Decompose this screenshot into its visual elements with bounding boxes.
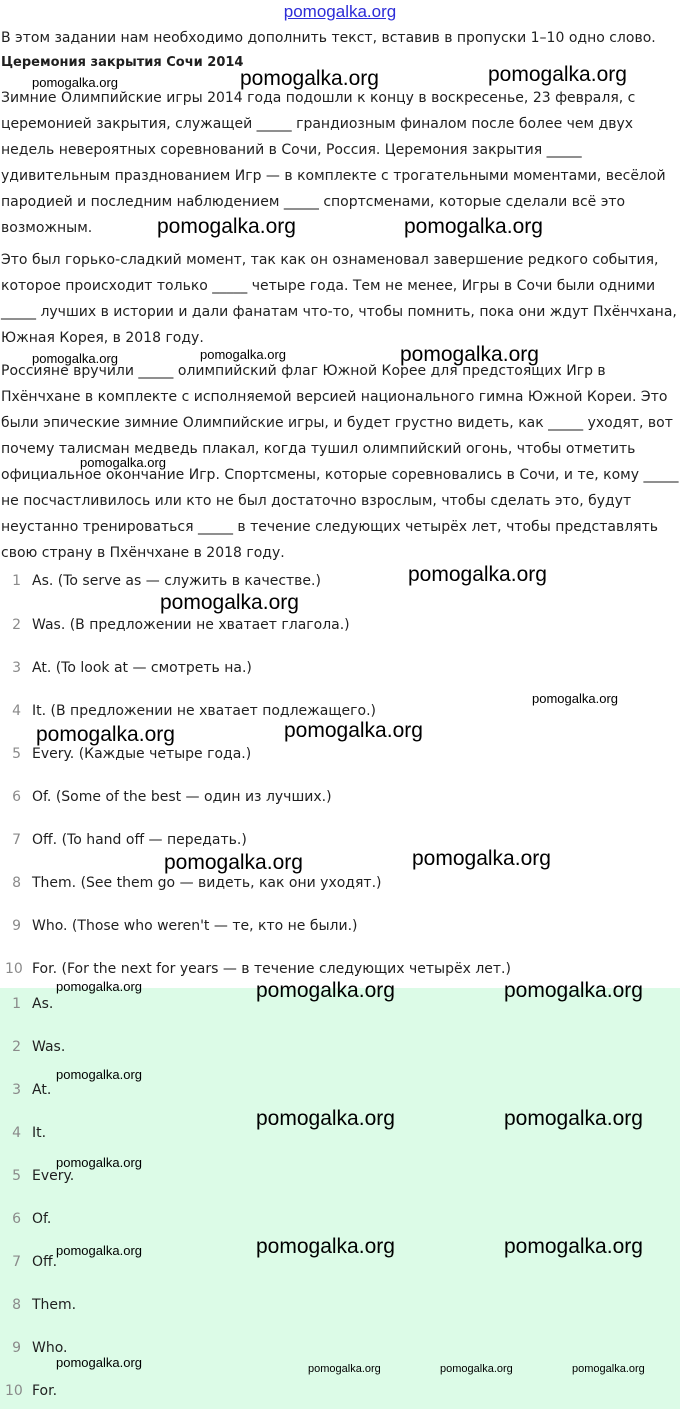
watermark: pomogalka.org xyxy=(32,351,118,366)
watermark: pomogalka.org xyxy=(56,1155,142,1170)
watermark: pomogalka.org xyxy=(157,215,296,238)
watermark: pomogalka.org xyxy=(400,343,539,366)
watermark: pomogalka.org xyxy=(56,979,142,994)
watermark: pomogalka.org xyxy=(56,1067,142,1082)
site-title-link[interactable]: pomogalka.org xyxy=(283,2,397,21)
watermark: pomogalka.org xyxy=(80,455,166,470)
watermark: pomogalka.org xyxy=(412,847,551,870)
watermark: pomogalka.org xyxy=(504,1107,643,1130)
watermark: pomogalka.org xyxy=(164,851,303,874)
watermark: pomogalka.org xyxy=(240,67,379,90)
watermark: pomogalka.org xyxy=(572,1363,645,1375)
watermark: pomogalka.org xyxy=(504,1235,643,1258)
watermark: pomogalka.org xyxy=(532,691,618,706)
watermark: pomogalka.org xyxy=(36,723,175,746)
watermark: pomogalka.org xyxy=(488,63,627,86)
watermark: pomogalka.org xyxy=(308,1363,381,1375)
watermark: pomogalka.org xyxy=(504,979,643,1002)
watermark: pomogalka.org xyxy=(200,347,286,362)
watermark: pomogalka.org xyxy=(408,563,547,586)
watermark: pomogalka.org xyxy=(56,1243,142,1258)
watermark: pomogalka.org xyxy=(160,591,299,614)
answers-panel xyxy=(0,988,680,1409)
watermark: pomogalka.org xyxy=(284,719,423,742)
watermark: pomogalka.org xyxy=(440,1363,513,1375)
paragraph-2: Это был горько-сладкий момент, так как он ознаменовал завершение редкого события, которое происходит только _____ четыре года. Тем не менее, Игры в Сочи были одними _____ лучших в истории и дали фанатам что-то, чтобы помнить, пока они ждут Пхёнчхана, Южная Корея, в 2018 году. xyxy=(1,252,677,346)
paragraph-3: Россияне вручили _____ олимпийский флаг Южной Корее для предстоящих Игр в Пхёнчхане в комплекте с исполняемой версией национального гимна Южной Кореи. Это были эпические зимние Олимпийские игры, и будет грустно видеть, как _____ уходят, вот почему талисман медведь плакал, когда тушил олимпийский огонь, чтобы отметить официальное окончание Игр. Спортсмены, которые соревновались в Сочи, и те, кому _____ не посчастливилось или кто не был достаточно взрослым, чтобы сделать это, будут неустанно тренироваться _____ в течение следующих четырёх лет, чтобы представлять свою страну в Пхёнчхане в 2018 году. xyxy=(1,363,679,561)
watermark: pomogalka.org xyxy=(56,1355,142,1370)
watermark: pomogalka.org xyxy=(404,215,543,238)
paragraph-1: Зимние Олимпийские игры 2014 года подошли к концу в воскресенье, 23 февраля, с церемонией закрытия, служащей _____ грандиозным финалом после более чем двух недель невероятных соревнований в Сочи, Россия. Церемония закрытия _____ удивительным празднованием Игр — в комплекте с трогательными моментами, весёлой пародией и последним наблюдением _____ спортсменами, которые сделали всё это возможным. xyxy=(1,90,666,236)
watermark: pomogalka.org xyxy=(256,1235,395,1258)
watermark: pomogalka.org xyxy=(256,1107,395,1130)
watermark: pomogalka.org xyxy=(256,979,395,1002)
text-heading: Церемония закрытия Сочи 2014 xyxy=(1,55,244,70)
watermark: pomogalka.org xyxy=(32,75,118,90)
task-intro: В этом задании нам необходимо дополнить текст, вставив в пропуски 1–10 одно слово. xyxy=(1,30,656,46)
